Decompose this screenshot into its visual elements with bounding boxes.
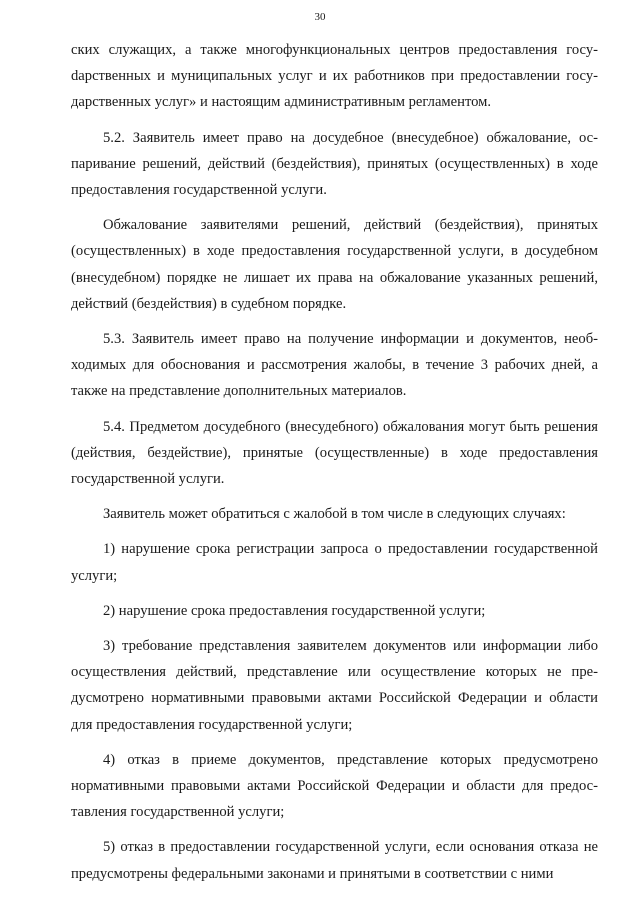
list-item-5: 5) отказ в предоставлении государственной услуги, если основания отказа не предусмотрены федеральными законами и принятыми в соответствии с ними	[71, 839, 598, 882]
page-number: 30	[314, 11, 326, 23]
list-item-4: 4) отказ в приеме документов, представление которых предусмотрено нормативными правовыми актами Российской Федерации и области для предоставления государственной услуги;	[71, 751, 598, 821]
document-body	[71, 37, 598, 887]
paragraph-5-3: 5.3. Заявитель имеет право на получение информации и документов, необходимых для обоснования и рассмотрения жалобы, в течение 3 рабочих дней, а также на представление дополнительных материалов.	[71, 331, 598, 400]
paragraph-5-4: 5.4. Предметом досудебного (внесудебного) обжалования могут быть решения (действия, бездействие), принятые (осуществленные) в ходе предоставления государственной услуги.	[71, 418, 598, 488]
paragraph-appeal-rights: Обжалование заявителями решений, действий (бездействия), принятых (осуществленных) в ходе предоставления государственной услуги, в досудебном (внесудебном) порядке не лишает их права на обжалование указанных решений, действий (бездействия) в судебном порядке.	[71, 217, 598, 312]
list-item-3: 3) требование представления заявителем документов или информации либо осуществления действий, представление или осуществление которых не предусмотрено нормативными правовыми актами Российской Федерации и области для предоставления государственной услуги;	[71, 638, 598, 733]
list-item-1: 1) нарушение срока регистрации запроса о предоставлении государственной услуги;	[71, 541, 598, 584]
list-item-2: 2) нарушение срока предоставления государственной услуги;	[103, 602, 486, 619]
paragraph-complaint-cases: Заявитель может обратиться с жалобой в том числе в следующих случаях:	[103, 506, 566, 523]
paragraph-5-2: 5.2. Заявитель имеет право на досудебное (внесудебное) обжалование, оспаривание решений, действий (бездействия), принятых (осуществленных) в ходе предоставления государственной услуги.	[71, 129, 598, 199]
paragraph-continuation: ских служащих, а также многофункциональных центров предоставления госуdарственных и муниципальных услуг и их работников при предоставлении государственных услуг» и настоящим административным регламентом.	[71, 42, 598, 111]
